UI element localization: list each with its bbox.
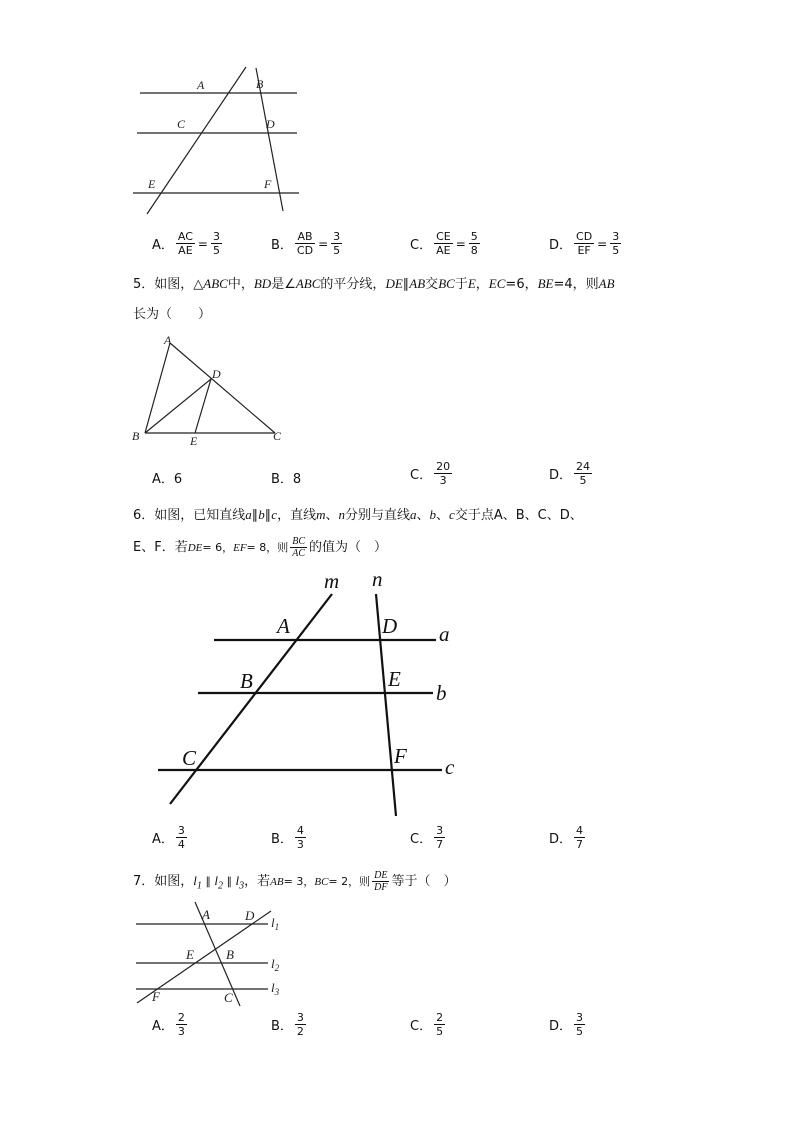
text-span: B． bbox=[271, 832, 293, 847]
q7-option-a[interactable] bbox=[152, 1011, 189, 1038]
q7-label-D: D bbox=[245, 908, 255, 923]
text-span: 5 bbox=[333, 244, 341, 257]
text-span: ABC bbox=[295, 276, 321, 291]
text-span: AE bbox=[436, 244, 451, 257]
text-span: A． bbox=[152, 832, 174, 847]
text-span: D． bbox=[549, 1019, 573, 1034]
q6-option-c[interactable] bbox=[410, 824, 447, 851]
text-span: 5 bbox=[212, 244, 220, 257]
text-span: 交于点 bbox=[454, 508, 494, 523]
q6-label-E: E bbox=[388, 667, 401, 691]
text-span: 的值为（ ） bbox=[309, 540, 388, 555]
q5-segment-BD bbox=[145, 379, 211, 433]
text-span: c bbox=[271, 507, 278, 522]
text-span: 2 bbox=[296, 1025, 304, 1038]
q5-label-D: D bbox=[212, 367, 221, 381]
q7-label-E: E bbox=[186, 947, 194, 962]
text-span: l bbox=[193, 873, 197, 888]
q7-label-l3 bbox=[271, 980, 280, 997]
q6-option-b[interactable] bbox=[271, 824, 308, 851]
q5-option-c[interactable] bbox=[410, 460, 454, 487]
text-span: b bbox=[258, 507, 265, 522]
text-span: AB bbox=[295, 230, 315, 244]
text-span: AB bbox=[270, 876, 284, 888]
text-span: = 2，则 bbox=[328, 875, 371, 888]
text-span: AC bbox=[177, 230, 193, 243]
text-span: AB bbox=[598, 276, 615, 291]
text-span: 2 bbox=[218, 880, 224, 892]
q6-label-a: a bbox=[439, 622, 450, 646]
text-span: C． bbox=[410, 468, 433, 483]
text-span: 7 bbox=[436, 838, 444, 851]
text-span: = 8，则 bbox=[246, 541, 289, 554]
text-span: BC bbox=[314, 876, 329, 888]
text-span: 6．如图，已知直线 bbox=[133, 508, 246, 523]
text-span: ∥ bbox=[402, 277, 410, 292]
text-span: 4 bbox=[576, 824, 584, 837]
text-span: l bbox=[271, 915, 275, 930]
q7-figure bbox=[128, 900, 293, 1010]
text-span: 、 bbox=[436, 508, 450, 523]
q6-stem-line1 bbox=[133, 506, 583, 525]
q6-stem-line2 bbox=[133, 533, 387, 563]
text-span: AC bbox=[292, 548, 306, 559]
text-span: 、 bbox=[416, 508, 430, 523]
text-span: AE bbox=[178, 244, 193, 257]
q6-figure bbox=[140, 568, 480, 818]
text-span: 3 bbox=[177, 824, 185, 837]
text-span: 中， bbox=[227, 277, 254, 292]
q7-label-l1 bbox=[271, 915, 279, 932]
text-span: EC bbox=[488, 276, 506, 291]
text-span: E bbox=[467, 276, 476, 291]
q6-label-F: F bbox=[394, 744, 407, 768]
text-span: l bbox=[235, 873, 240, 888]
text-span: BC bbox=[292, 536, 306, 547]
text-span: n bbox=[338, 507, 345, 522]
q5-side-AC bbox=[170, 343, 275, 433]
q5-stem-line2: 长为（ ） bbox=[133, 307, 212, 322]
text-span: 2 bbox=[274, 963, 280, 973]
q4-label-C: C bbox=[177, 117, 186, 131]
text-span: 5．如图， bbox=[133, 277, 194, 292]
text-span: 7 bbox=[576, 838, 584, 851]
text-span: 20 bbox=[436, 460, 451, 473]
q5-option-d[interactable] bbox=[549, 460, 594, 487]
q6-label-C: C bbox=[182, 746, 197, 770]
q4-option-c[interactable]: C． $\frac{CE}{AE}$ = $\frac{5}{8}$ bbox=[410, 230, 478, 257]
text-span: 3 bbox=[212, 230, 220, 243]
text-span: 7．如图， bbox=[133, 874, 194, 889]
text-span: BD bbox=[253, 276, 272, 291]
q6-label-m: m bbox=[324, 569, 340, 593]
q4-label-F: F bbox=[264, 177, 272, 191]
q6-option-d[interactable] bbox=[549, 824, 587, 851]
q7-label-B: B bbox=[226, 947, 234, 962]
text-span: A． bbox=[152, 1019, 174, 1034]
text-span: ABC bbox=[203, 276, 228, 291]
text-span: 3 bbox=[177, 1025, 185, 1038]
text-span: 、 bbox=[325, 508, 339, 523]
text-span: 5 bbox=[579, 474, 587, 487]
q4-label-E: E bbox=[148, 177, 156, 191]
text-span: 2 bbox=[177, 1011, 185, 1024]
text-span: 3 bbox=[436, 824, 444, 837]
q4-option-a[interactable]: A． $\frac{AC}{AE}$ = $\frac{3}{5}$ bbox=[152, 230, 220, 257]
text-span: =6， bbox=[505, 277, 538, 292]
text-span: C． bbox=[410, 832, 433, 847]
text-span: l bbox=[271, 980, 275, 995]
text-span: CD bbox=[576, 230, 593, 243]
text-span: l bbox=[214, 873, 219, 888]
text-span: a bbox=[245, 507, 252, 522]
text-span: 是∠ bbox=[271, 277, 296, 292]
text-span: D． bbox=[549, 832, 573, 847]
text-span: 5 bbox=[470, 230, 478, 243]
q6-label-b: b bbox=[436, 681, 447, 705]
text-span: 3 bbox=[274, 987, 280, 997]
text-span: ， bbox=[475, 277, 489, 292]
q6-label-D: D bbox=[382, 614, 398, 638]
q4-option-b[interactable]: B． $\frac{AB}{CD}$ = $\frac{3}{5}$ bbox=[271, 230, 341, 257]
text-span: DE bbox=[187, 542, 203, 554]
q4-option-d[interactable]: D． $\frac{CD}{EF}$ = $\frac{3}{5}$ bbox=[549, 230, 620, 257]
q7-option-c[interactable] bbox=[410, 1011, 447, 1038]
text-span: b bbox=[429, 507, 437, 522]
text-span: A、B、C、D、 bbox=[493, 508, 583, 523]
text-span: CE bbox=[436, 230, 451, 243]
q5-label-A: A bbox=[164, 333, 172, 347]
text-span: △ bbox=[193, 277, 204, 292]
text-span: 3 bbox=[333, 230, 341, 243]
text-span: 2 bbox=[436, 1011, 444, 1024]
q5-label-C: C bbox=[273, 429, 282, 443]
q7-option-b[interactable] bbox=[271, 1011, 308, 1038]
text-span: DE bbox=[374, 870, 388, 881]
text-span: 3 bbox=[296, 838, 304, 851]
text-span: B． bbox=[271, 1019, 293, 1034]
text-span: ，直线 bbox=[277, 508, 317, 523]
q6-label-B: B bbox=[240, 669, 253, 693]
q5-option-b[interactable]: B．8 bbox=[271, 472, 302, 487]
text-span: 1 bbox=[274, 922, 280, 932]
text-span: 4 bbox=[296, 824, 304, 837]
q6-label-n: n bbox=[372, 568, 383, 591]
q7-label-C: C bbox=[224, 990, 233, 1005]
text-span: =4，则 bbox=[553, 277, 599, 292]
q5-label-B: B bbox=[132, 429, 140, 443]
text-span: ，若 bbox=[244, 874, 271, 889]
text-span: 3 bbox=[439, 474, 447, 487]
q7-stem bbox=[133, 866, 456, 902]
q4-label-A: A bbox=[197, 78, 205, 92]
text-span: 5 bbox=[436, 1025, 444, 1038]
q7-option-d[interactable] bbox=[549, 1011, 587, 1038]
q5-label-E: E bbox=[190, 434, 198, 448]
text-span: ∥ bbox=[201, 875, 215, 888]
text-span: C． bbox=[410, 1019, 433, 1034]
text-span: 交 bbox=[425, 277, 439, 292]
q6-label-A: A bbox=[277, 614, 290, 638]
q5-side-AB bbox=[145, 343, 170, 433]
q7-label-l2 bbox=[271, 956, 280, 973]
text-span: E、F．若 bbox=[133, 540, 188, 555]
text-span: ∥ bbox=[223, 875, 236, 888]
q4-figure bbox=[125, 62, 310, 222]
text-span: c bbox=[449, 507, 455, 522]
text-span: EF bbox=[233, 542, 247, 554]
text-span: 4 bbox=[177, 838, 185, 851]
text-span: a bbox=[410, 507, 417, 522]
text-span: 3 bbox=[612, 230, 620, 243]
q5-stem-line1 bbox=[133, 275, 615, 294]
q4-label-D: D bbox=[266, 117, 275, 131]
q6-option-a[interactable] bbox=[152, 824, 189, 851]
text-span: ∥ bbox=[264, 508, 272, 523]
q7-label-F: F bbox=[152, 989, 160, 1004]
text-span: 24 bbox=[576, 460, 591, 473]
text-span: = 6， bbox=[202, 541, 234, 554]
text-span: 等于（ ） bbox=[391, 874, 457, 889]
q5-figure bbox=[128, 332, 290, 450]
q5-segment-DE bbox=[195, 379, 211, 433]
text-span: CD bbox=[296, 244, 314, 257]
text-span: 3 bbox=[576, 1011, 584, 1024]
q4-label-B: B bbox=[256, 77, 264, 91]
text-span: 8 bbox=[470, 244, 478, 257]
text-span: 于 bbox=[454, 277, 468, 292]
text-span: AB bbox=[409, 276, 426, 291]
q7-label-A: A bbox=[202, 907, 210, 922]
text-span: BE bbox=[537, 276, 554, 291]
text-span: ∥ bbox=[251, 508, 259, 523]
text-span: = 3， bbox=[283, 875, 315, 888]
text-span: BC bbox=[438, 276, 455, 291]
text-span: 3 bbox=[239, 880, 245, 892]
text-span: 分别与直线 bbox=[344, 508, 410, 523]
text-span: DF bbox=[374, 882, 388, 893]
q5-option-a[interactable]: A．6 bbox=[152, 472, 183, 487]
text-span: l bbox=[271, 956, 275, 971]
text-span: 3 bbox=[296, 1011, 304, 1024]
text-span: 5 bbox=[612, 244, 620, 257]
text-span: D． bbox=[549, 468, 573, 483]
text-span: DE bbox=[385, 276, 403, 291]
q6-label-c: c bbox=[445, 755, 455, 779]
text-span: 的平分线， bbox=[320, 277, 386, 292]
text-span: 5 bbox=[576, 1025, 584, 1038]
text-span: m bbox=[316, 507, 326, 522]
text-span: EF bbox=[577, 244, 591, 257]
text-span: 1 bbox=[196, 880, 202, 892]
